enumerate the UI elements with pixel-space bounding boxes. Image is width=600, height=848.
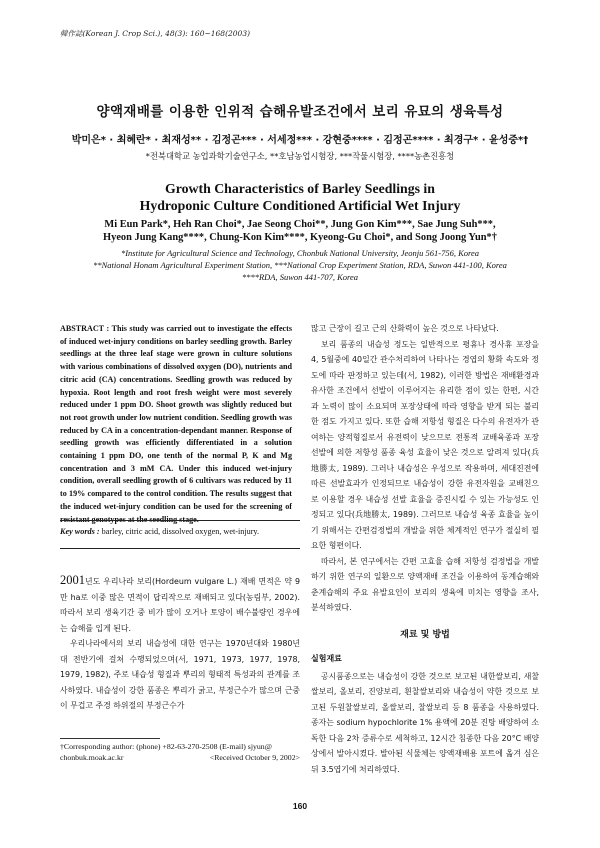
title-english-line-1: Growth Characteristics of Barley Seedlings in [165, 181, 435, 196]
keywords-label: Key words : [60, 527, 100, 536]
keywords-rule-top [60, 520, 300, 521]
affiliation-line-1: *Institute for Agricultural Science and Technology, Chonbuk National University, Jeonju 561-756, Korea [120, 248, 480, 258]
authors-english-line-2: Hyeon Jung Kang****, Chung-Kon Kim****, Kyeong-Gu Choi*, and Song Joong Yun*† [103, 232, 497, 243]
footnote-line-1: †Corresponding author: (phone) +82-63-270-2508 (E-mail) sjyun@ [60, 742, 272, 751]
footnote-line-2 [60, 752, 300, 763]
right-paragraph-2: 따라서, 본 연구에서는 간편 고효율 습해 저항성 검정법을 개발하기 위한 연구의 일환으로 양액재배 조건을 이용하여 동계습해와 춘계습해의 주요 유발요인이 보리의 생육에 미치는 영향을 조사, 분석하였다. [311, 556, 539, 612]
page-number: 160 [292, 801, 308, 811]
footnote-rule [60, 738, 160, 739]
authors-english [0, 218, 600, 244]
title-english [0, 180, 600, 214]
subheading-materials: 실험재료 [311, 654, 342, 663]
keywords-text: barley, citric acid, dissolved oxygen, wet-injury. [99, 527, 260, 536]
footnote-email-domain: chonbuk.moak.ac.kr [60, 753, 124, 762]
affiliations-korean: *전북대학교 농업과학기술연구소, **호남농업시험장, ***작물시험장, ****농촌진흥청 [145, 151, 455, 161]
authors-korean: 박미은* · 최혜란* · 최재성** · 김정곤*** · 서세정*** · 강현중**** · 김정곤**** · 최경구* · 윤성중*† [71, 135, 529, 146]
right-paragraph-1: 보리 품종의 내습성 정도는 일반적으로 평휴나 경사휴 포장을 4, 5월중에 40일간 관수처리하여 나타나는 경엽의 황화 속도와 정도에 따라 판정하고 있는데(서, 1982), 이러한 방법은 재배환경과 유사한 조건에서 선발이 이루어지는 유리한 점이 있는 한편, 시간과 노력이 많이 소요되며 포장상태에 따라 영향을 받게 되는 불리한 점도 가지고 있다. 또한 습해 저항성 형질은 다수의 유전자가 관여하는 양적형질로서 유전력이 낮으므로 전통적 교배육종과 포장선발에 의한 저항성 품종 육성 효율이 낮은 것으로 알려져 있다(兵地勝太, 1989). 그러나 내습성은 우성으로 작용하며, 세대진전에 따른 선발효과가 인정되므로 내습성이 강한 유전자원을 교배친으로 이용할 경우 내습성 선발 효율을 증진시킬 수 있는 가능성도 인정되고 있다(兵地勝太, 1989). 그러므로 내습성 육종 효율을 높이기 위해서는 간편검정법의 개발을 위한 체계적인 연구가 절실히 필요한 형편이다. [311, 339, 539, 550]
affiliation-line-3: ****RDA, Suwon 441-707, Korea [241, 272, 359, 282]
introduction-left-column [60, 573, 300, 714]
right-column [311, 321, 539, 777]
right-paragraph-0: 많고 근장이 길고 근의 산화력이 높은 것으로 나타났다. [311, 324, 499, 333]
corresponding-author-footnote [60, 741, 300, 763]
title-korean: 양액재배를 이용한 인위적 습해유발조건에서 보리 유묘의 생육특성 [96, 104, 504, 120]
received-date: <Received October 9, 2002> [209, 753, 300, 762]
section-heading-methods: 재료 및 방법 [400, 629, 450, 640]
intro-year: 2001 [60, 573, 85, 587]
intro-paragraph-1: 2001년도 우리나라 보리(Hordeum vulgare L.) 재배 면적은 약 9만 ha로 이중 많은 면적이 답리작으로 재배되고 있다(농림부, 2002). 따라서 보리 생육기간 중 비가 많이 오거나 토양이 배수불량인 경우에는 습해를 입게 된다. [60, 573, 300, 633]
affiliations-english [0, 247, 600, 283]
authors-english-line-1: Mi Eun Park*, Heh Ran Choi*, Jae Seong Choi**, Jung Gon Kim***, Sae Jung Suh***, [104, 219, 496, 230]
right-paragraph-3: 공시품종으로는 내습성이 강한 것으로 보고된 내한쌀보리, 새찰쌀보리, 올보리, 진양보리, 흰찰쌀보리와 내습성이 약한 것으로 보고된 두원찰쌀보리, 올쌀보리, 찰쌀보리 등 8 품종을 사용하였다. 종자는 sodium hypochlorite 1% 용액에 20분 진탕 배양하여 소독한 다음 2차 증류수로 세척하고, 12시간 침종한 다음 20°C 배양상에서 발아시켰다. 발아된 식물체는 양액재배용 포트에 옮겨 심은 뒤 3.5엽기에 처리하였다. [311, 671, 539, 774]
title-english-line-2: Hydroponic Culture Conditioned Artificial Wet Injury [139, 198, 461, 213]
journal-citation: 韓作誌(Korean J. Crop Sci.), 48(3): 160~168(2003) [60, 29, 251, 38]
affiliation-line-2: **National Honam Agricultural Experiment Station, ***National Crop Experiment Station, RDA, Suwon 441-100, Korea [93, 260, 507, 270]
keywords [60, 527, 300, 536]
keywords-rule-bottom [60, 548, 300, 549]
intro-paragraph-2: 우리나라에서의 보리 내습성에 대한 연구는 1970년대와 1980년대 전반기에 걸쳐 수행되었으며(서, 1971, 1973, 1977, 1978, 1979, 1982), 주로 내습성 형질과 뿌리의 형태적 특성과의 관계를 조사하였다. 내습성이 강한 품종은 뿌리가 굵고, 부정근수가 많으며 근중이 무겁고 주경 하위절의 부정근수가 [60, 639, 300, 710]
abstract: ABSTRACT : This study was carried out to investigate the effects of induced wet-injury conditions on barley seedling growth. Barley seedlings at the three leaf stage were grown in culture solutions with various combinations of dissolved oxygen (DO), nutrients and citric acid (CA) concentrations. Seedling growth was reduced by hypoxia. Root length and root fresh weight were most severely reduced under 1 ppm DO. Shoot growth was slightly reduced but not root growth under low nutrient condition. Seedling growth was reduced by CA in a concentration-dependant manner. Response of seedling growth was efficiently differentiated in a solution containing 1 ppm DO, one tenth of the normal P, K and Mg concentration and 3 mM CA. Under this induced wet-injury condition, overall seedling growth of 6 cultivars was reduced by 11 to 19% compared to the control condition. The results suggest that the induced wet-injury condition can be used for the screening of resistant genotypes at the seedling stage. [60, 324, 292, 524]
